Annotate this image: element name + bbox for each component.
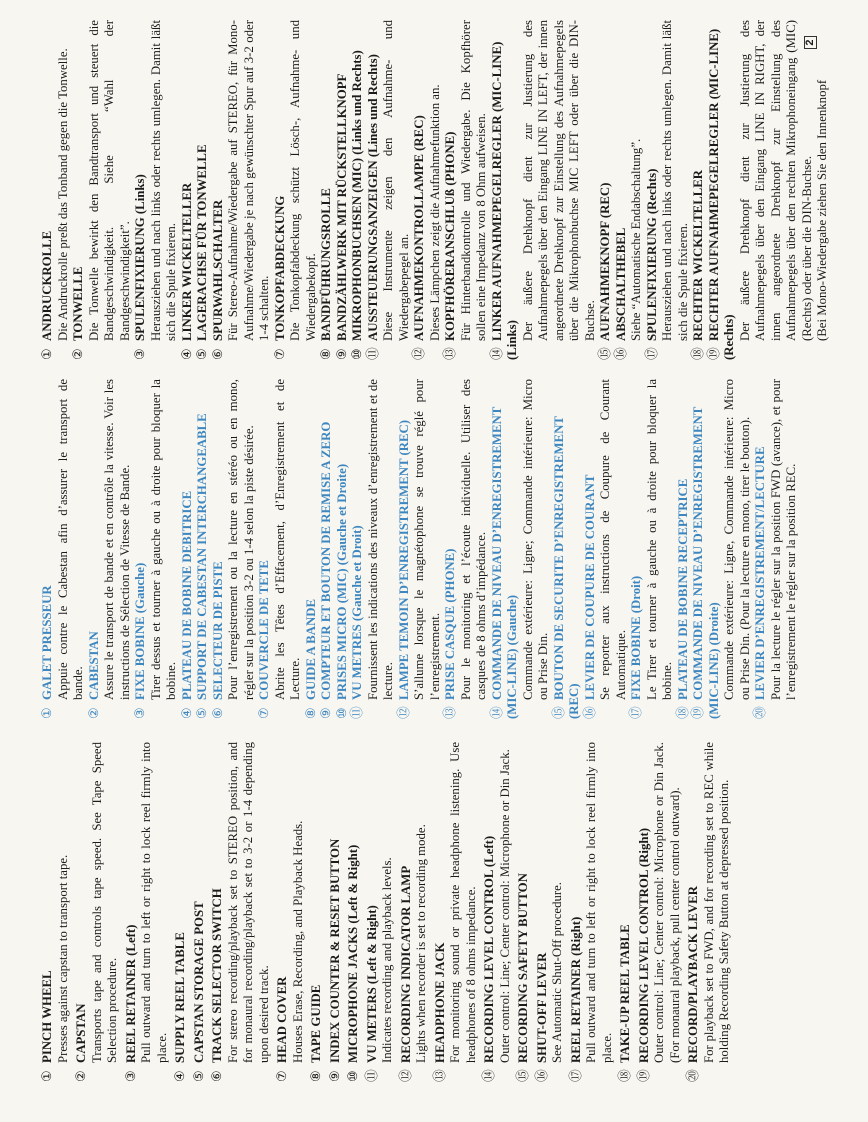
entry-fr-4 xyxy=(180,379,196,719)
entry-fr-5 xyxy=(195,379,211,719)
entry-title-text: RECHTER AUFNAHMEPEGELREGLER (MIC-LINE) (Rechts) xyxy=(706,28,736,360)
entry-number: ⑫ xyxy=(412,347,426,360)
entry-title-text: FIXE BOBINE (Droit) xyxy=(629,575,643,700)
entry-title xyxy=(753,379,769,719)
entry-fr-1 xyxy=(40,379,87,719)
entry-description: Se reporter aux instructions de Coupure de Courant Automatique. xyxy=(598,379,628,700)
entry-number: ③ xyxy=(123,1070,138,1082)
entry-number: ⑫ xyxy=(396,706,411,719)
entry-title-text: LAGERACHSE FÜR TONWELLE xyxy=(195,144,209,341)
entry-number: ⑫ xyxy=(398,1069,413,1082)
entry-number: ⑨ xyxy=(334,348,349,360)
entry-fr-10 xyxy=(335,379,351,719)
entry-description: Pull outward and turn to left or right to lock reel firmly into place. xyxy=(139,742,169,1063)
entry-title xyxy=(691,20,707,360)
entry-title-text: PRISES MICRO (MIC) (Gauche et Droite) xyxy=(334,463,349,700)
entry-description: Für Hinterbandkontrolle und Wiedergabe. Die Kopfhörer sollen eine Impedanz von 8 Ohm aufweisen. xyxy=(458,20,488,341)
entry-number: ⑥ xyxy=(210,348,225,360)
entry-number: ③ xyxy=(133,707,147,719)
entry-title-text: SPULENFIXIERUNG (Rechts) xyxy=(644,168,659,341)
entry-number: ⑳ xyxy=(686,1069,700,1082)
entry-title xyxy=(195,379,211,719)
entry-number: ⑮ xyxy=(516,1069,530,1082)
entry-de-15 xyxy=(598,20,614,360)
entry-title xyxy=(490,20,521,360)
entry-title-text: HEADPHONE JACK xyxy=(432,942,447,1063)
entry-en-6 xyxy=(210,742,272,1082)
entry-number: ① xyxy=(40,1070,54,1082)
entry-title xyxy=(210,742,226,1082)
entry-number: ⑰ xyxy=(629,706,643,719)
entry-de-9 xyxy=(335,20,351,360)
entry-description: Abrite les Têtes d’Effacement, d’Enregistrement et de Lecture. xyxy=(272,379,302,700)
entry-title-text: REEL RETAINER (Left) xyxy=(123,924,138,1063)
entry-en-2 xyxy=(74,742,121,1082)
entry-title xyxy=(350,20,366,360)
entry-de-2 xyxy=(71,20,133,360)
entry-title xyxy=(366,20,382,360)
entry-en-1 xyxy=(40,742,71,1082)
entry-title-text: PRISE CASQUE (PHONE) xyxy=(443,548,457,700)
entry-fr-6 xyxy=(211,379,258,719)
entry-title xyxy=(173,742,189,1082)
entry-description: (Bei Mono-Wiedergabe ziehen Sie den Innenknopf xyxy=(815,79,829,341)
entry-description: Commande extérieure: Ligne, Commande intérieure: Micro ou Prise Din. (Pour la lecture en mono, tirer le bouton). xyxy=(722,379,752,700)
entry-fr-2 xyxy=(87,379,134,719)
entry-description: Herausziehen und nach links oder rechts umlegen. Damit läßt sich die Spule fixieren. xyxy=(148,20,178,341)
entry-number: ⑭ xyxy=(489,706,504,719)
entry-en-20 xyxy=(686,742,733,1082)
entry-number: ⑧ xyxy=(309,1070,323,1082)
entry-title xyxy=(40,379,56,719)
entry-title xyxy=(707,20,738,360)
entry-number: ⑤ xyxy=(195,348,209,360)
entry-title-text: MIKROPHONBUCHSEN (MIC) (Links und Rechts) xyxy=(350,50,364,341)
entry-en-13 xyxy=(433,742,480,1082)
entry-title xyxy=(273,20,289,360)
entry-title-text: SUPPORT DE CABESTAN INTERCHANGEABLE xyxy=(195,413,209,700)
entry-number: ⑯ xyxy=(534,1069,549,1082)
entry-title-text: RECORDING LEVEL CONTROL (Right) xyxy=(636,828,651,1063)
entry-number: ⑱ xyxy=(675,706,690,719)
entry-title xyxy=(275,742,291,1082)
entry-number: ⑮ xyxy=(551,706,566,719)
entry-description: Die Tonkopfabdeckung schützt Lösch-, Aufnahme- und Wiedergabekopf. xyxy=(288,20,318,341)
entry-title xyxy=(40,20,56,360)
entry-description: Herausziehen und nach links oder rechts umlegen. Damit läßt sich die Spule fixieren. xyxy=(660,20,690,341)
entry-title xyxy=(365,742,381,1082)
entry-number: ⑥ xyxy=(210,707,225,719)
entry-number: ⑦ xyxy=(272,348,287,360)
entry-number: ⑨ xyxy=(327,1070,342,1082)
entry-en-7 xyxy=(275,742,306,1082)
entry-description: Tirer dessus et tourner à gauche ou à droite pour bloquer la bobine. xyxy=(148,379,178,700)
entry-number: ⑪ xyxy=(350,706,364,719)
entry-en-15 xyxy=(516,742,532,1082)
entry-title xyxy=(124,742,140,1082)
entry-description: Pull outward and turn to left or right to lock reel firmly into place. xyxy=(584,742,614,1063)
entry-description: Die Tonwelle bewirkt den Bandtransport und steuert die Bandgeschwindigkeit. Siehe “Wahl der Bandgeschwindigkeit”. xyxy=(86,20,132,341)
entry-title xyxy=(211,379,227,719)
entry-description: Transports tape and controls tape speed. See Tape Speed Selection procedure. xyxy=(89,742,119,1063)
entry-title-text: BANDFÜHRUNGSROLLE xyxy=(319,188,333,341)
entry-title-text: LEVIER D’ENREGISTREMENT/LECTURE xyxy=(753,446,767,700)
entry-fr-7 xyxy=(257,379,304,719)
entry-title-text: LINKER AUFNAHMEPEGELREGLER (MIC-LINE) (Links) xyxy=(489,41,519,360)
entry-number: ⑪ xyxy=(365,347,380,360)
entry-number: ⑧ xyxy=(303,707,318,719)
entry-title xyxy=(637,742,653,1082)
entry-title-text: RECORDING LEVEL CONTROL (Left) xyxy=(482,835,496,1063)
entry-number: ③ xyxy=(133,348,147,360)
entry-number: ⑲ xyxy=(706,347,721,360)
entry-title xyxy=(211,20,227,360)
entry-title xyxy=(257,379,273,719)
entry-en-9 xyxy=(328,742,344,1082)
entry-description: Lights when recorder is set to recording mode. xyxy=(414,824,428,1063)
entry-de-6 xyxy=(211,20,273,360)
entry-title-text: TONKOPFABDECKUNG xyxy=(272,195,287,341)
entry-title-text: RECHTER WICKELTELLER xyxy=(691,169,705,341)
entry-title-text: COUVERCLE DE TETE xyxy=(257,560,271,700)
entry-fr-3 xyxy=(133,379,180,719)
entry-description: Assure le transport de bande et en contrôle la vitesse. Voir les instructions de Sélection de Vitesse de Bande. xyxy=(102,379,132,700)
entry-title-text: TRACK SELECTOR SWITCH xyxy=(210,888,224,1063)
entry-fr-9 xyxy=(319,379,335,719)
entry-number: ④ xyxy=(179,707,194,719)
entry-number: ⑧ xyxy=(319,348,333,360)
entry-title xyxy=(412,20,428,360)
entry-number: ⑭ xyxy=(489,347,504,360)
entry-description: Für Stereo-Aufnahme/Wiedergabe auf STEREO, für Mono-Aufnahme/Wiedergabe je nach gewünschter Spur auf 3-2 oder 1-4 schalten. xyxy=(226,20,271,341)
entry-number: ⑯ xyxy=(613,347,628,360)
entry-fr-14 xyxy=(490,379,552,719)
entry-fr-19 xyxy=(691,379,753,719)
entry-en-18 xyxy=(618,742,634,1082)
entry-description: For playback set to FWD, and for recording set to REC while holding Recording Safety Button at depressed position. xyxy=(701,742,731,1063)
entry-title-text: REEL RETAINER (Right) xyxy=(568,916,583,1063)
entry-description: Commande extérieure: Ligne; Commande intérieure: Micro ou Prise Din. xyxy=(520,379,550,700)
german-column xyxy=(40,20,831,360)
entry-fr-12 xyxy=(397,379,444,719)
entry-fr-16 xyxy=(583,379,630,719)
entry-title-text: SHUT-OFF LEVER xyxy=(534,952,549,1063)
entry-title xyxy=(192,742,208,1082)
entry-number: ⑱ xyxy=(618,1069,632,1082)
entry-en-11 xyxy=(365,742,396,1082)
entry-title xyxy=(195,20,211,360)
entry-title-text: ANDRUCKROLLE xyxy=(40,230,54,341)
entry-title xyxy=(686,742,702,1082)
entry-en-10 xyxy=(346,742,362,1082)
entry-title xyxy=(133,20,149,360)
entry-de-13 xyxy=(443,20,490,360)
entry-number: ⑬ xyxy=(443,347,457,360)
entry-title-text: GUIDE A BANDE xyxy=(303,599,318,700)
entry-de-5 xyxy=(195,20,211,360)
entry-title xyxy=(309,742,325,1082)
entry-title xyxy=(569,742,585,1082)
entry-title xyxy=(645,20,661,360)
entry-title xyxy=(535,742,551,1082)
entry-fr-18 xyxy=(676,379,692,719)
entry-number: ② xyxy=(74,1070,88,1082)
entry-title xyxy=(319,20,335,360)
entry-title-text: FIXE BOBINE (Gauche) xyxy=(133,562,147,700)
entry-title-text: SUPPLY REEL TABLE xyxy=(173,932,187,1063)
entry-title-text: INDEX COUNTER & RESET BUTTON xyxy=(327,838,342,1063)
entry-number: ⑩ xyxy=(350,348,364,360)
entry-description: Fournissent les indications des niveaux d’enregistrement et de lecture. xyxy=(365,379,395,700)
entry-title xyxy=(614,20,630,360)
entry-number: ⑪ xyxy=(364,1069,379,1082)
entry-title-text: LINKER WICKELTELLER xyxy=(179,182,194,341)
entry-number: ⑯ xyxy=(582,706,597,719)
entry-number: ⑱ xyxy=(691,347,705,360)
entry-number: ⑬ xyxy=(432,1069,447,1082)
entry-de-10 xyxy=(350,20,366,360)
entry-number: ① xyxy=(40,707,54,719)
entry-title xyxy=(180,20,196,360)
entry-de-8 xyxy=(319,20,335,360)
entry-title-text: LEVIER DE COUPURE DE COURANT xyxy=(582,474,597,700)
entry-number: ⑰ xyxy=(644,347,659,360)
entry-title xyxy=(180,379,196,719)
entry-title-text: HEAD COVER xyxy=(275,976,289,1063)
entry-title xyxy=(618,742,634,1082)
entry-title-text: SPULENFIXIERUNG (Links) xyxy=(133,174,147,341)
entry-en-17 xyxy=(569,742,616,1082)
entry-title-text: COMPTEUR ET BOUTON DE REMISE A ZERO xyxy=(319,421,333,700)
entry-title xyxy=(133,379,149,719)
entry-de-16 xyxy=(614,20,645,360)
entry-title-text: PINCH WHEEL xyxy=(40,970,54,1063)
entry-number: ⑥ xyxy=(210,1070,224,1082)
entry-title-text: TAPE GUIDE xyxy=(309,984,323,1063)
entry-description: Pour la lecture le régler sur la position FWD (avance), et pour l’enregistrement le régler sur la position REC. xyxy=(768,379,798,700)
entry-de-18 xyxy=(691,20,707,360)
entry-title xyxy=(482,742,498,1082)
entry-number: ⑳ xyxy=(753,706,767,719)
entry-number: ⑭ xyxy=(482,1069,496,1082)
entry-number: ⑦ xyxy=(275,1070,289,1082)
entry-title xyxy=(583,379,599,719)
entry-description: Le Tirer et tourner à gauche ou à droite pour bloquer la bobine. xyxy=(644,379,674,700)
entry-de-7 xyxy=(273,20,320,360)
entry-de-19 xyxy=(707,20,816,360)
entry-title xyxy=(87,379,103,719)
entry-de-14 xyxy=(490,20,599,360)
entry-title-text: TONWELLE xyxy=(71,266,85,341)
entry-number: ⑩ xyxy=(346,1070,360,1082)
entry-title xyxy=(304,379,320,719)
entry-title-text: BANDZÄHLWERK MIT RÜCKSTELLKNOPF xyxy=(334,73,349,341)
entry-title-text: RECORD/PLAYBACK LEVER xyxy=(686,886,700,1063)
entry-title-text: SELECTEUR DE PISTE xyxy=(210,561,225,700)
entry-title xyxy=(443,20,459,360)
entry-description: Outer control: Line; Center control: Microphone or Din Jack. xyxy=(497,749,512,1063)
entry-title-text: AUFNAHMEKNOPF (REC) xyxy=(598,182,612,341)
entry-title xyxy=(676,379,692,719)
entry-fr-13 xyxy=(443,379,490,719)
entry-title xyxy=(40,742,56,1082)
entry-en-16 xyxy=(535,742,566,1082)
entry-number: ⑬ xyxy=(443,706,457,719)
entry-title-text: CAPSTAN xyxy=(74,1003,88,1063)
entry-en-4 xyxy=(173,742,189,1082)
entry-fr-15 xyxy=(552,379,583,719)
entry-title-text: KOPFHÖRERANSCHLUß (PHONE) xyxy=(443,131,457,341)
entry-title-text: COMMANDE DE NIVEAU D’ENREGISTREMENT (MIC-LINE) (Droite) xyxy=(691,406,721,719)
entry-description: Houses Erase, Recording, and Playback Heads. xyxy=(290,820,305,1063)
entry-number: ⑲ xyxy=(636,1069,651,1082)
entry-title-text: PLATEAU DE BOBINE RECEPTRICE xyxy=(675,478,690,700)
entry-number: ⑰ xyxy=(568,1069,583,1082)
entry-description: Der äußere Drehknopf dient zur Justierung des Aufnahmepegels über den Eingang LINE IN LEFT, der innen angeordnete Drehknopf zur Einstellung des Aufnahmepegels über die Mikrophonbuchse MIC LEFT oder über die DIN-Buchse. xyxy=(520,20,597,341)
entry-en-14 xyxy=(482,742,513,1082)
entry-title-text: CABESTAN xyxy=(86,631,101,700)
entry-description: Presses against capstan to transport tape. xyxy=(55,854,70,1063)
entry-title xyxy=(328,742,344,1082)
entry-fr-11 xyxy=(350,379,397,719)
entry-description: Appuie contre le Cabestan afin d’assurer le transport de bande. xyxy=(55,379,85,700)
entry-title-text: BOUTON DE SECURITE D’ENREGISTREMENT (REC) xyxy=(551,416,581,719)
entry-number: ① xyxy=(40,348,54,360)
entry-title xyxy=(433,742,449,1082)
entry-de-1 xyxy=(40,20,71,360)
entry-title-text: SPURWAHLSCHALTER xyxy=(210,199,225,341)
entry-title-text: TAKE-UP REEL TABLE xyxy=(618,924,632,1063)
entry-title xyxy=(346,742,362,1082)
entry-title-text: AUSSTEUERUNGSANZEIGEN (Lines und Rechts) xyxy=(365,54,380,341)
entry-en-8 xyxy=(309,742,325,1082)
entry-title-text: GALET PRESSEUR xyxy=(40,585,54,700)
entry-number: ⑦ xyxy=(257,707,271,719)
entry-title xyxy=(629,379,645,719)
entry-en-3 xyxy=(124,742,171,1082)
entry-title xyxy=(691,379,722,719)
entry-de-4 xyxy=(180,20,196,360)
entry-description: For stereo recording/playback set to STEREO position, and for monaural recording/playback set to 3-2 or 1-4 depending upon desired track. xyxy=(225,742,271,1063)
entry-description: Dieses Lämpchen zeigt die Aufnahmefunktion an. xyxy=(427,84,442,341)
entry-de-11 xyxy=(366,20,413,360)
entry-title xyxy=(552,379,583,719)
entry-title-text: ABSCHALTHEBEL xyxy=(613,227,628,341)
entry-en-12 xyxy=(399,742,430,1082)
entry-description: Outer control: Line; Center control: Microphone or Din Jack. (For monaural playback, pull center control outward). xyxy=(652,742,682,1063)
entry-title xyxy=(74,742,90,1082)
entry-description: Siehe “Automatische Endabschaltung”. xyxy=(629,138,643,341)
entry-title-text: MICROPHONE JACKS (Left & Right) xyxy=(346,844,360,1063)
entry-title xyxy=(335,379,351,719)
entry-de-17 xyxy=(645,20,692,360)
entry-fr-17 xyxy=(629,379,676,719)
entry-de-3 xyxy=(133,20,180,360)
entry-number: ⑲ xyxy=(691,706,705,719)
entry-title-text: VU METERS (Left & Right) xyxy=(364,905,379,1063)
entry-title xyxy=(399,742,415,1082)
entry-title-text: CAPSTAN STORAGE POST xyxy=(191,901,206,1063)
entry-number: ② xyxy=(71,348,85,360)
entry-title-text: PLATEAU DE BOBINE DEBITRICE xyxy=(179,490,194,700)
entry-number: ⑤ xyxy=(191,1070,206,1082)
entry-title xyxy=(335,20,351,360)
entry-description: Pour l’enregistrement ou la lecture en stéréo ou en mono, régler sur la position 3-2 ou 1-4 selon la piste désirée. xyxy=(226,379,256,700)
entry-description: Indicates recording and playback levels. xyxy=(380,857,394,1063)
entry-title xyxy=(598,20,614,360)
entry-description: Die Andruckrolle preßt das Tonband gegen die Tonwelle. xyxy=(55,48,70,341)
entry-title xyxy=(490,379,521,719)
entry-en-5 xyxy=(192,742,208,1082)
entry-title xyxy=(71,20,87,360)
page-number: 2 xyxy=(804,36,817,49)
entry-number: ⑨ xyxy=(319,707,333,719)
entry-title xyxy=(443,379,459,719)
entry-title xyxy=(350,379,366,719)
entry-title-text: VU METRES (Gauche et Droit) xyxy=(350,525,364,700)
entry-title-text: AUFNAHMEKONTROLLAMPE (REC) xyxy=(412,115,426,341)
entry-description: Der äußere Drehknopf dient zur Justierung des Aufnahmepegels über den Eingang LINE IN RIGHT, der innen angeordnete Drehknopf zur Einstellung des Aufnahmepegels über den rechten Mikrophoneingang (MIC) (Rechts) oder über die DIN-Buchse. xyxy=(737,20,814,341)
entry-description: S’allume lorsque le magnétophone se trouve réglé pour l’enregistrement. xyxy=(412,379,442,700)
english-column xyxy=(40,742,736,1082)
entry-description: Diese Instrumente zeigen den Aufnahme- und Wiedergabepegel an. xyxy=(381,20,411,341)
entry-title-text: COMMANDE DE NIVEAU D’ENREGISTREMENT (MIC-LINE) (Gauche) xyxy=(489,406,519,719)
entry-en-19 xyxy=(637,742,684,1082)
entry-title-text: RECORDING INDICATOR LAMP xyxy=(398,865,413,1063)
entry-title-text: RECORDING SAFETY BUTTON xyxy=(516,873,530,1063)
entry-number: ⑩ xyxy=(334,707,349,719)
entry-number: ② xyxy=(86,707,101,719)
entry-fr-20 xyxy=(753,379,800,719)
entry-fr-8 xyxy=(304,379,320,719)
entry-number: ④ xyxy=(173,1070,187,1082)
entry-number: ④ xyxy=(179,348,194,360)
entry-description: For monitoring sound or private headphone listening. Use headphones of 8 ohms impedance. xyxy=(448,742,478,1063)
entry-de-12 xyxy=(412,20,443,360)
entry-number: ⑤ xyxy=(195,707,209,719)
entry-description: See Automatic Shut-Off procedure. xyxy=(550,881,564,1063)
french-column xyxy=(40,379,800,719)
entry-de-20 xyxy=(815,20,831,360)
entry-number: ⑮ xyxy=(598,347,612,360)
entry-title xyxy=(516,742,532,1082)
entry-description: Pour le monitoring et l’écoute individuelle. Utiliser des casques de 8 ohms d’impédance. xyxy=(458,379,488,700)
entry-title-text: LAMPE TEMOIN D’ENREGISTREMENT (REC) xyxy=(396,419,411,700)
entry-title xyxy=(397,379,413,719)
entry-title xyxy=(319,379,335,719)
